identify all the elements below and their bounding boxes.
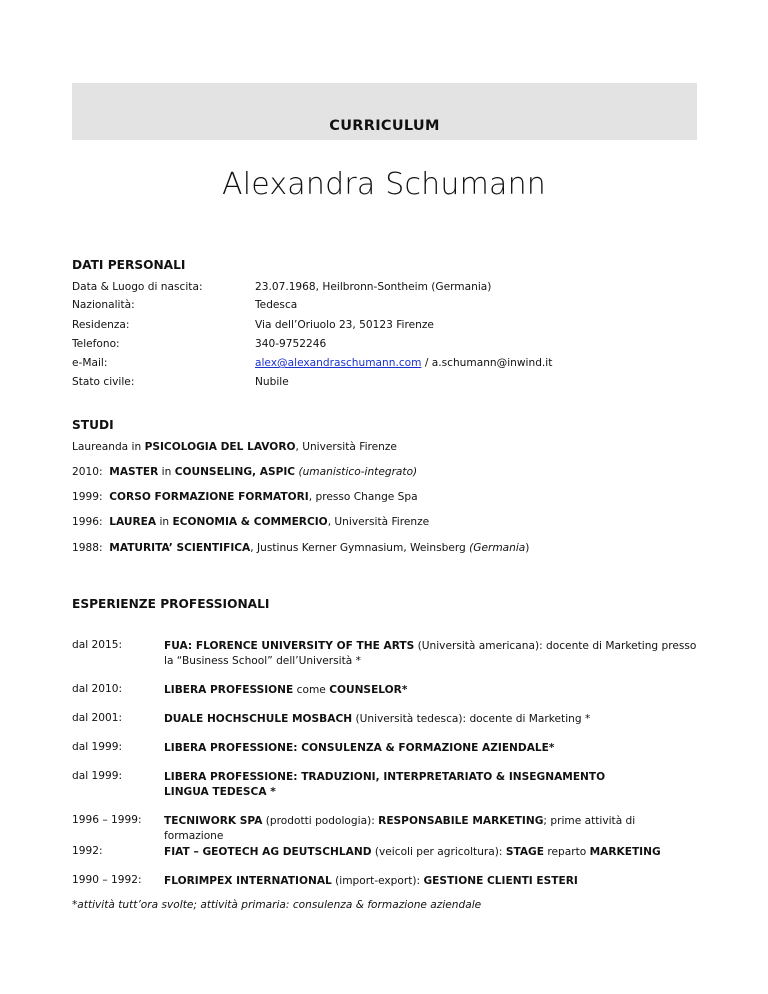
experience-period: dal 2001: bbox=[72, 712, 123, 724]
experience-period: 1992: bbox=[72, 845, 103, 857]
section-title-studies: STUDI bbox=[72, 418, 114, 432]
experience-period: 1990 – 1992: bbox=[72, 874, 142, 886]
experience-description: FUA: FLORENCE UNIVERSITY OF THE ARTS (Università americana): docente di Marketing presso la “Business School” dell’Università * bbox=[164, 640, 697, 667]
study-line: Laureanda in PSICOLOGIA DEL LAVORO, Università Firenze bbox=[72, 441, 397, 453]
experience-description: FIAT – GEOTECH AG DEUTSCHLAND (veicoli per agricoltura): STAGE reparto MARKETING bbox=[164, 846, 661, 858]
label: Nazionalità: bbox=[72, 299, 135, 311]
experience-description: FLORIMPEX INTERNATIONAL (import-export): GESTIONE CLIENTI ESTERI bbox=[164, 875, 578, 887]
experience-period: dal 1999: bbox=[72, 770, 123, 782]
value: Tedesca bbox=[255, 299, 298, 311]
person-name: Alexandra Schumann bbox=[221, 167, 547, 202]
value: Nubile bbox=[255, 376, 289, 388]
experience-description: LIBERA PROFESSIONE: TRADUZIONI, INTERPRETARIATO & INSEGNAMENTO LINGUA TEDESCA * bbox=[164, 771, 606, 798]
experience-period: 1996 – 1999: bbox=[72, 814, 142, 826]
email-link[interactable]: alex@alexandraschumann.com bbox=[255, 357, 422, 369]
title-banner bbox=[72, 83, 697, 140]
experience-description: LIBERA PROFESSIONE: CONSULENZA & FORMAZIONE AZIENDALE* bbox=[164, 742, 555, 754]
label: Data & Luogo di nascita: bbox=[72, 281, 203, 293]
study-line: 1999: CORSO FORMAZIONE FORMATORI, presso Change Spa bbox=[72, 491, 418, 503]
value: 23.07.1968, Heilbronn-Sontheim (Germania) bbox=[255, 281, 492, 293]
document-title: CURRICULUM bbox=[329, 118, 440, 134]
value: 340-9752246 bbox=[255, 338, 327, 350]
email-secondary: / a.schumann@inwind.it bbox=[421, 357, 553, 369]
study-line: 2010: MASTER in COUNSELING, ASPIC (umanistico-integrato) bbox=[72, 466, 418, 478]
label: Telefono: bbox=[72, 338, 120, 350]
experience-description: TECNIWORK SPA (prodotti podologia): RESPONSABILE MARKETING; prime attività di formazione bbox=[164, 815, 636, 842]
experience-description: LIBERA PROFESSIONE come COUNSELOR* bbox=[164, 684, 408, 696]
section-title-personal: DATI PERSONALI bbox=[72, 258, 186, 272]
label: Residenza: bbox=[72, 319, 130, 331]
experience-period: dal 2010: bbox=[72, 683, 123, 695]
footnote: *attività tutt’ora svolte; attività primaria: consulenza & formazione aziendale bbox=[72, 899, 482, 911]
experience-period: dal 2015: bbox=[72, 639, 123, 651]
study-line: 1988: MATURITA’ SCIENTIFICA, Justinus Kerner Gymnasium, Weinsberg (Germania) bbox=[72, 542, 530, 554]
section-title-experience: ESPERIENZE PROFESSIONALI bbox=[72, 597, 270, 611]
value bbox=[255, 357, 552, 369]
study-line: 1996: LAUREA in ECONOMIA & COMMERCIO, Università Firenze bbox=[72, 516, 430, 528]
value: Via dell’Oriuolo 23, 50123 Firenze bbox=[255, 319, 434, 331]
label: Stato civile: bbox=[72, 376, 135, 388]
label: e-Mail: bbox=[72, 357, 108, 369]
experience-period: dal 1999: bbox=[72, 741, 123, 753]
experience-description: DUALE HOCHSCHULE MOSBACH (Università tedesca): docente di Marketing * bbox=[164, 713, 591, 725]
